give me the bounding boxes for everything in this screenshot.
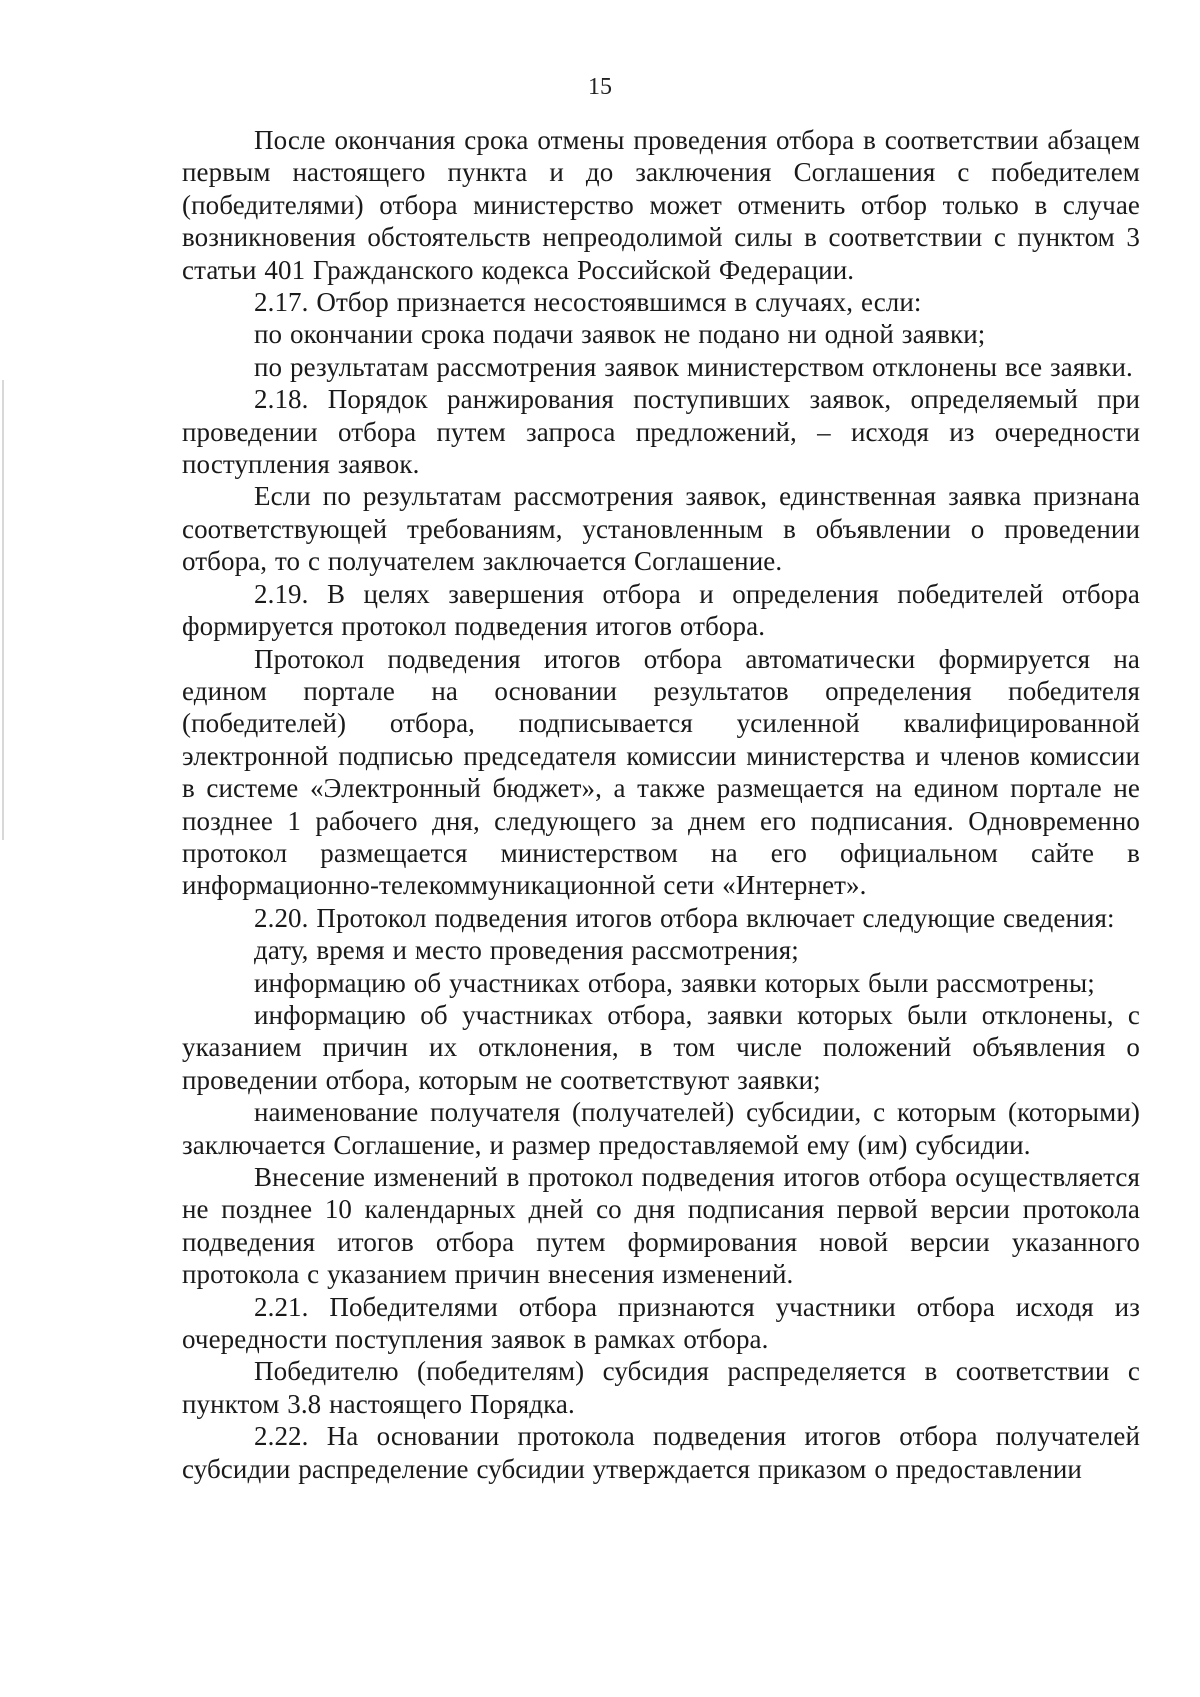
paragraph-2-20-item-recipient: наименование получателя (получателей) субсидии, с которым (которыми) заключается Соглашение, и размер предоставляемой ему (им) субсидии. [182,1097,1140,1160]
paragraph-2-19: 2.19. В целях завершения отбора и определения победителей отбора формируется протокол подведения итогов отбора. [182,578,1140,642]
paragraph-subsidy-distribution: Победителю (победителям) субсидия распределяется в соответствии с пунктом 3.8 настоящего Порядка. [182,1356,1140,1419]
paragraph-2-21: 2.21. Победителями отбора признаются участники отбора исходя из очередности поступления заявок в рамках отбора. [182,1291,1140,1355]
paragraph-protocol-formation: Протокол подведения итогов отбора автоматически формируется на едином портале на основании результатов определения победителя (победителей) отбора, подписывается усиленной квалифицированной электронной подписью председателя комиссии министерства и членов комиссии в системе «Электронный бюджет», а также размещается на едином портале не позднее 1 рабочего дня, следующего за днем его подписания. Одновременно протокол размещается министерством на его официальном сайте в информационно-телекоммуникационной сети «Интернет». [182,643,1140,901]
paragraph-2-20-item-reviewed: информацию об участниках отбора, заявки которых были рассмотрены; [254,967,1095,998]
paragraph-2-17-case-all-rejected: по результатам рассмотрения заявок министерством отклонены все заявки. [254,351,1133,382]
paragraph-2-18: 2.18. Порядок ранжирования поступивших заявок, определяемый при проведении отбора путем запроса предложений, – исходя из очередности поступления заявок. [182,384,1140,480]
paragraph-2-20-item-date: дату, время и место проведения рассмотрения; [254,935,799,966]
paragraph-2-20-heading: 2.20. Протокол подведения итогов отбора включает следующие сведения: [254,902,1115,933]
paragraph-2-20-item-rejected: информацию об участниках отбора, заявки которых были отклонены, с указанием причин их отклонения, в том числе положений объявления о проведении отбора, которым не соответствуют заявки; [182,999,1140,1095]
paragraph-protocol-changes: Внесение изменений в протокол подведения итогов отбора осуществляется не позднее 10 календарных дней со дня подписания первой версии протокола подведения итогов отбора путем формирования новой версии указанного протокола с указанием причин внесения изменений. [182,1162,1140,1290]
paragraph-cancellation-after-deadline: После окончания срока отмены проведения отбора в соответствии абзацем первым настоящего пункта и до заключения Соглашения с победителем (победителями) отбора министерство может отменить отбор только в случае возникновения обстоятельств непреодолимой силы в соответствии с пунктом 3 статьи 401 Гражданского кодекса Российской Федерации. [182,125,1140,285]
paragraph-2-17-case-no-applications: по окончании срока подачи заявок не подано ни одной заявки; [254,319,986,350]
paragraph-2-17-heading: 2.17. Отбор признается несостоявшимся в случаях, если: [254,287,922,318]
paragraph-single-application: Если по результатам рассмотрения заявок, единственная заявка признана соответствующей требованиям, установленным в объявлении о проведении отбора, то с получателем заключается Соглашение. [182,481,1140,577]
paragraph-2-22: 2.22. На основании протокола подведения итогов отбора получателей субсидии распределение субсидии утверждается приказом о предоставлении [182,1421,1140,1484]
page-number: 15 [588,74,612,100]
document-body [182,124,1140,1485]
scan-edge-mark [2,380,4,840]
